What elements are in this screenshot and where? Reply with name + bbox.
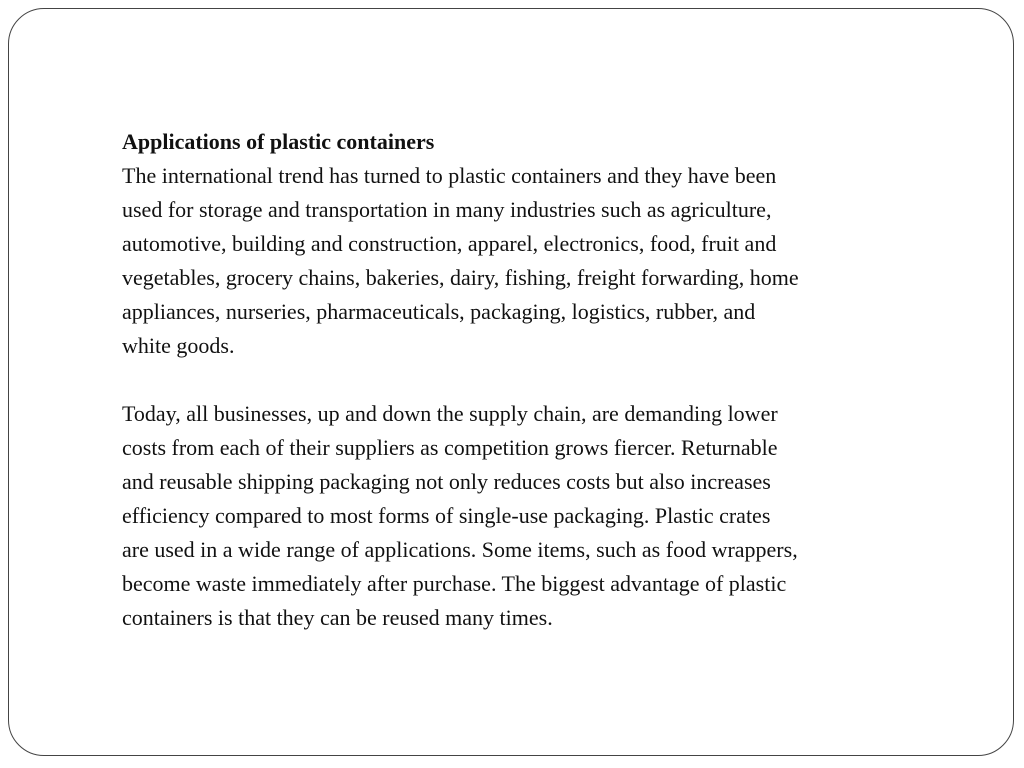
paragraph-1-line: used for storage and transportation in many industries such as agriculture,	[122, 197, 772, 222]
slide-heading: Applications of plastic containers	[122, 129, 435, 154]
paragraph-2-line: containers is that they can be reused many times.	[122, 605, 553, 630]
paragraph-1-line: automotive, building and construction, apparel, electronics, food, fruit and	[122, 231, 777, 256]
paragraph-2-line: costs from each of their suppliers as competition grows fiercer. Returnable	[122, 435, 778, 460]
paragraph-1-line: white goods.	[122, 333, 235, 358]
slide-content	[122, 125, 922, 635]
paragraph-2	[122, 397, 922, 635]
paragraph-2-line: become waste immediately after purchase. The biggest advantage of plastic	[122, 571, 787, 596]
paragraph-2-line: efficiency compared to most forms of single-use packaging. Plastic crates	[122, 503, 771, 528]
paragraph-gap	[122, 363, 922, 397]
paragraph-1-line: The international trend has turned to plastic containers and they have been	[122, 163, 777, 188]
paragraph-2-line: and reusable shipping packaging not only reduces costs but also increases	[122, 469, 771, 494]
paragraph-1-line: appliances, nurseries, pharmaceuticals, packaging, logistics, rubber, and	[122, 299, 756, 324]
paragraph-2-line: are used in a wide range of applications. Some items, such as food wrappers,	[122, 537, 798, 562]
paragraph-1	[122, 159, 922, 363]
paragraph-2-line: Today, all businesses, up and down the supply chain, are demanding lower	[122, 401, 778, 426]
paragraph-1-line: vegetables, grocery chains, bakeries, dairy, fishing, freight forwarding, home	[122, 265, 799, 290]
